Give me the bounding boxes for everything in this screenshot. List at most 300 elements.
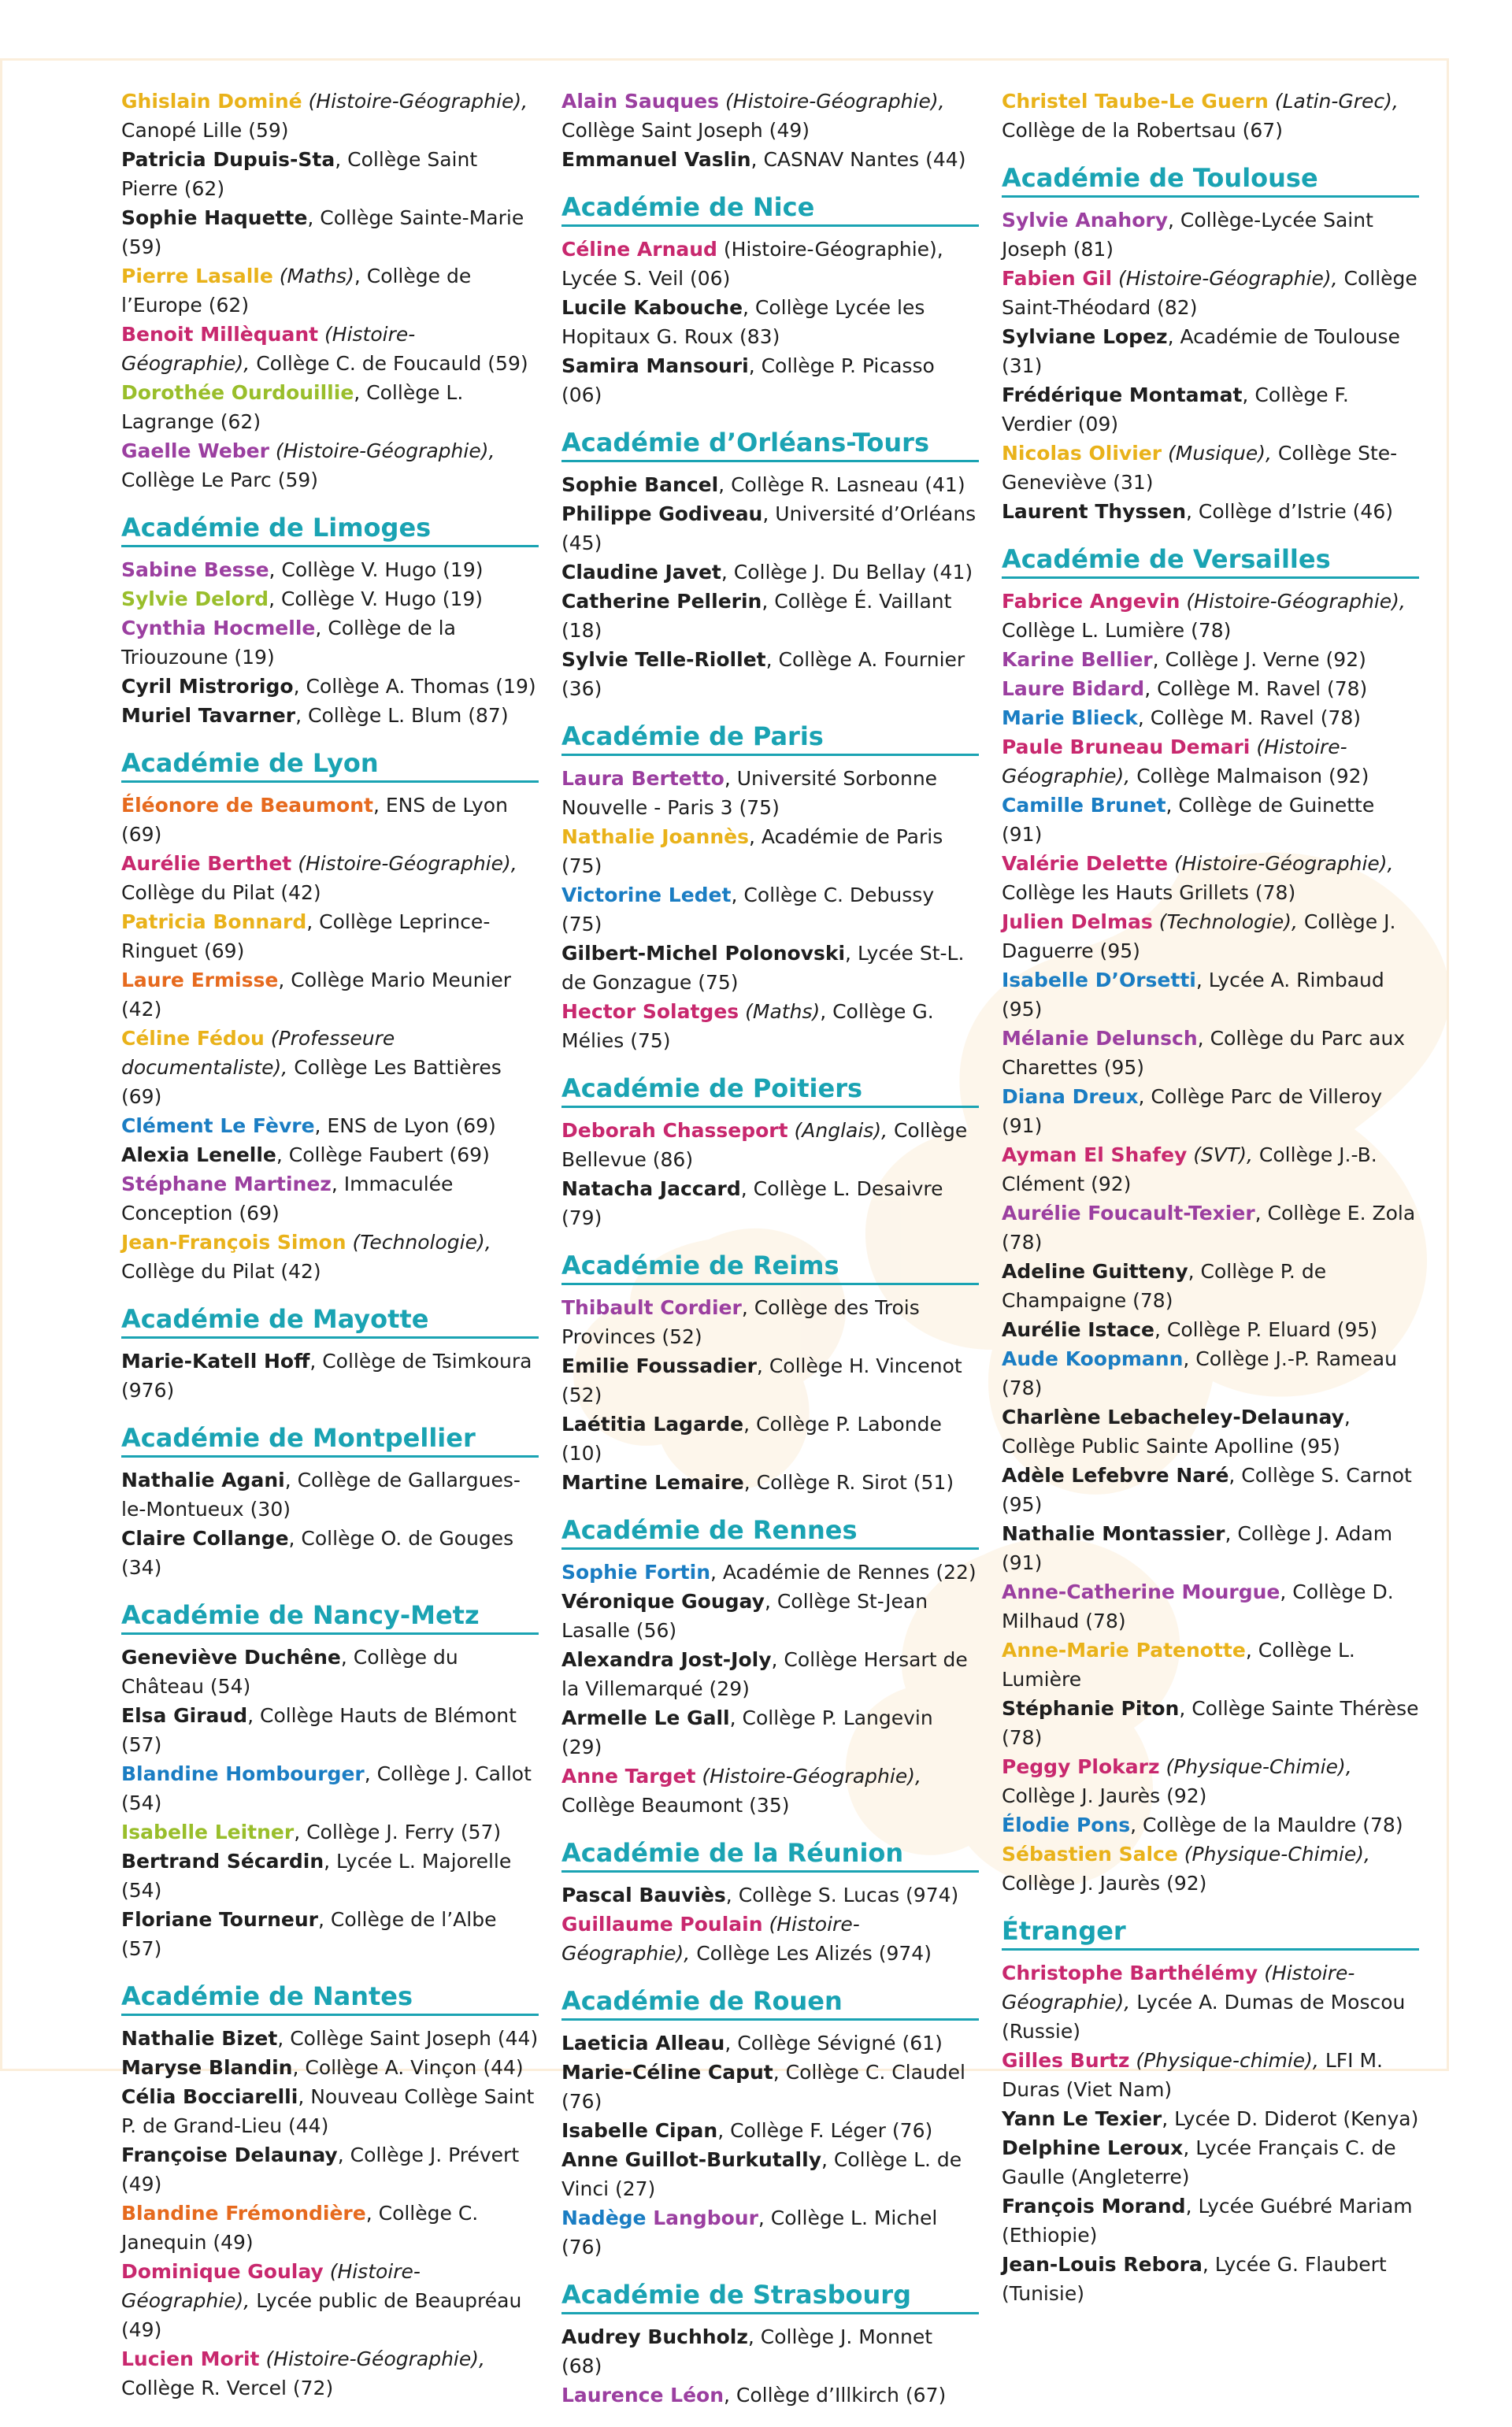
contributor-name: Sophie Bancel (561, 473, 719, 496)
contributor-entry (561, 764, 979, 822)
contributor-entry (1002, 965, 1419, 1024)
school-info: , Collège S. Lucas (974) (725, 1884, 959, 1906)
contributor-entry (1002, 1344, 1419, 1402)
school-info: , Collège L. Desaivre (79) (561, 1177, 943, 1229)
section (561, 1514, 979, 1820)
school-info: , Collège J. Monnet (68) (561, 2325, 933, 2377)
contributor-name: Gilbert-Michel Polonovski (561, 942, 846, 965)
contributor-name: Sophie Haquette (121, 206, 308, 229)
school-info: , Collège G. Mélies (75) (561, 1000, 934, 1052)
school-info: Collège Saint-Théodard (82) (1002, 267, 1418, 319)
contributor-entry (121, 584, 539, 613)
contributor-name: Samira Mansouri (561, 354, 749, 377)
contributor-name: Laura Bertetto (561, 767, 724, 790)
contributor-name: Charlène Lebacheley-Delaunay (1002, 1406, 1344, 1428)
school-info: Collège J.-B. Clément (92) (1002, 1143, 1377, 1195)
contributor-name: Aurélie Foucault-Texier (1002, 1202, 1255, 1225)
school-info: , ENS de Lyon (69) (121, 794, 508, 846)
contributor-name: Frédérique Montamat (1002, 384, 1243, 406)
contributor-name: Claudine Javet (561, 561, 721, 584)
contributor-entry (561, 2381, 979, 2410)
column-3 (1002, 87, 1419, 2325)
contributor-entry (1002, 1840, 1419, 1898)
academy-heading: Académie de Paris (561, 721, 979, 756)
contributor-name: Marie-Céline Caput (561, 2061, 773, 2084)
contributor-name: Lucien Morit (121, 2347, 260, 2370)
contributor-entry (121, 436, 539, 495)
subject-label: (Musique), (1168, 442, 1272, 465)
contributor-name: Christel Taube-Le Guern (1002, 90, 1269, 113)
contributor-entry (1002, 1461, 1419, 1519)
contributor-entry (121, 1465, 539, 1524)
contributor-entry (121, 965, 539, 1024)
school-info: LFI M. Duras (Viet Nam) (1002, 2049, 1383, 2101)
school-info: , Collège D. Milhaud (78) (1002, 1580, 1394, 1632)
school-info: Collège Beaumont (35) (561, 1794, 790, 1817)
contributor-entry (1002, 2250, 1419, 2308)
school-info: , Collège R. Sirot (51) (743, 1471, 954, 1494)
section (121, 747, 539, 1286)
contributor-name: Nathalie Agani (121, 1469, 285, 1491)
school-info: Collège C. de Foucauld (59) (250, 352, 528, 375)
contributor-name: Lucile Kabouche (561, 296, 743, 319)
section (561, 427, 979, 703)
school-info: , Collège L. Michel (76) (561, 2207, 938, 2258)
school-info: , Collège R. Lasneau (41) (718, 473, 965, 496)
academy-heading: Académie de Rouen (561, 1985, 979, 2021)
contributor-entry (121, 1111, 539, 1140)
school-info: , Collège de l’Europe (62) (121, 265, 472, 317)
subject-label: (Histoire-Géographie), (1186, 590, 1406, 613)
school-info: , Collège P. Eluard (95) (1154, 1318, 1378, 1341)
school-info: Collège J. Jaurès (92) (1002, 1872, 1207, 1895)
school-info: Collège L. Lumière (78) (1002, 619, 1232, 642)
school-info: Collège Bellevue (86) (561, 1119, 968, 1171)
contributor-entry (1002, 2104, 1419, 2133)
section (1002, 1915, 1419, 2308)
contributor-name: Pascal Bauviès (561, 1884, 726, 1906)
academy-heading: Académie de Lyon (121, 747, 539, 783)
school-info: , Collège-Lycée Saint Joseph (81) (1002, 209, 1373, 261)
contributor-entry (1002, 1958, 1419, 2046)
contributor-name: Sophie Fortin (561, 1561, 710, 1584)
school-info: , Collège J. Prévert (49) (121, 2144, 520, 2195)
contributor-name: Célia Bocciarelli (121, 2085, 298, 2108)
contributor-entry (561, 1116, 979, 1174)
contributor-entry (1002, 907, 1419, 965)
school-info: , Collège É. Vaillant (18) (561, 590, 952, 642)
academy-heading: Académie de Mayotte (121, 1303, 539, 1339)
contributor-name: Adèle Lefebvre Naré (1002, 1464, 1229, 1487)
contributor-entry (121, 1228, 539, 1286)
contributor-entry (121, 1817, 539, 1847)
school-info: , Collège E. Zola (78) (1002, 1202, 1416, 1254)
contributor-entry (121, 1140, 539, 1169)
contributor-entry (561, 1910, 979, 1968)
contributor-entry (1002, 322, 1419, 380)
section (121, 1599, 539, 1963)
subject-label: (Technologie), (1158, 910, 1298, 933)
school-info: , Lycée D. Diderot (Kenya) (1162, 2107, 1419, 2130)
contributor-name: Emilie Foussadier (561, 1354, 757, 1377)
academy-heading: Académie d’Orléans-Tours (561, 427, 979, 462)
contributor-entry (1002, 791, 1419, 849)
academy-heading: Académie de Poitiers (561, 1073, 979, 1108)
section (561, 1837, 979, 1968)
column-2 (561, 87, 979, 2427)
contributor-entry (121, 1524, 539, 1582)
contributor-name: Ghislain Dominé (121, 90, 302, 113)
contributor-entry (121, 1847, 539, 1905)
contributor-entry (121, 261, 539, 320)
school-info: , Collège M. Ravel (78) (1144, 677, 1368, 700)
school-info: , Lycée Français C. de Gaulle (Angleterre) (1002, 2136, 1396, 2188)
contributor-name: Nathalie Montassier (1002, 1522, 1225, 1545)
contributor-entry (121, 907, 539, 965)
contributor-name: Benoit Millèquant (121, 323, 319, 346)
section (121, 1422, 539, 1582)
section (1002, 87, 1419, 145)
contributor-name: Stéphanie Piton (1002, 1697, 1180, 1720)
academy-heading: Académie de Limoges (121, 512, 539, 547)
contributor-name: Marie Blieck (1002, 706, 1138, 729)
contributor-entry (1002, 439, 1419, 497)
school-info: , Collège Sainte-Marie (59) (121, 206, 524, 258)
academy-heading: Académie de la Réunion (561, 1837, 979, 1873)
contributor-entry (561, 145, 979, 174)
school-info: Lycée public de Beaupréau (49) (121, 2289, 522, 2341)
school-info: , CASNAV Nantes (44) (750, 148, 966, 171)
contributor-entry (121, 1905, 539, 1963)
school-info: Collège Ste-Geneviève (31) (1002, 442, 1398, 494)
contributor-entry (561, 1703, 979, 1762)
school-info: , Lycée Guébré Mariam (Ethiopie) (1002, 2195, 1413, 2247)
school-info: , Collège Leprince-Ringuet (69) (121, 910, 491, 962)
contributor-name: Gilles Burtz (1002, 2049, 1130, 2072)
contributor-entry (121, 2344, 539, 2403)
school-info: , Collège Hersart de la Villemarqué (29) (561, 1648, 968, 1700)
academy-heading: Académie de Nantes (121, 1981, 539, 2016)
contributor-entry (561, 2145, 979, 2203)
subject-label: (Histoire-Géographie), (121, 2260, 421, 2312)
contributor-name: Patricia Dupuis-Sta (121, 148, 335, 171)
contributor-name: Julien Delmas (1002, 910, 1153, 933)
school-info: , Collège L. Lagrange (62) (121, 381, 464, 433)
school-info: , Immaculée Conception (69) (121, 1173, 454, 1225)
contributor-entry (121, 320, 539, 378)
contributor-name: Nathalie Joannès (561, 825, 749, 848)
contributor-name: Muriel Tavarner (121, 704, 296, 727)
school-info: , Collège L. Blum (87) (295, 704, 509, 727)
section (1002, 543, 1419, 1898)
contributor-name: Sylvie Telle-Riollet (561, 648, 766, 671)
section (561, 2279, 979, 2410)
contributor-entry (561, 2203, 979, 2262)
contributor-entry (561, 1558, 979, 1587)
school-info: , Collège J.-P. Rameau (78) (1002, 1347, 1397, 1399)
contributor-name: Nadège (561, 2207, 647, 2229)
contributor-entry (1002, 849, 1419, 907)
contributor-name: Laurent Thyssen (1002, 500, 1186, 523)
school-info: , Lycée St-L. de Gonzague (75) (561, 942, 965, 994)
school-info: , Collège L. de Vinci (27) (561, 2148, 962, 2200)
contributor-name: Anne Guillot-Burkutally (561, 2148, 821, 2171)
contributor-entry (1002, 206, 1419, 264)
contributor-name: Blandine Frémondière (121, 2202, 366, 2225)
school-info: Collège du Pilat (42) (121, 1260, 321, 1283)
contributor-name: Sabine Besse (121, 558, 269, 581)
contributor-name: Claire Collange (121, 1527, 289, 1550)
school-info: , ENS de Lyon (69) (314, 1114, 496, 1137)
contributor-name: Martine Lemaire (561, 1471, 744, 1494)
contributor-name: Paule Bruneau Demari (1002, 736, 1251, 758)
contributor-entry (121, 203, 539, 261)
contributor-entry (121, 1024, 539, 1111)
school-info: , Collège St-Jean Lasalle (56) (561, 1590, 928, 1642)
school-info: , Collège J. Du Bellay (41) (721, 561, 973, 584)
school-info: (Histoire-Géographie), Lycée S. Veil (06) (561, 238, 943, 290)
subject-label: (Histoire-Géographie), (121, 323, 416, 375)
contributor-entry (1002, 1810, 1419, 1840)
school-info: Collège les Hauts Grillets (78) (1002, 881, 1296, 904)
contributor-entry (561, 1762, 979, 1820)
contributor-name: Cyril Mistrorigo (121, 675, 294, 698)
contributor-name: Diana Dreux (1002, 1085, 1139, 1108)
contributor-name: Véronique Gougay (561, 1590, 765, 1613)
contributor-name: Sébastien Salce (1002, 1843, 1178, 1866)
school-info: , Collège Parc de Villeroy (91) (1002, 1085, 1383, 1137)
subject-label: (Histoire-Géographie), (308, 90, 528, 113)
contributor-name: Jean-Louis Rebora (1002, 2253, 1203, 2276)
contributor-name: Isabelle Leitner (121, 1821, 295, 1843)
contributor-name: Emmanuel Vaslin (561, 148, 751, 171)
contributor-entry (121, 2257, 539, 2344)
contributor-entry (561, 2322, 979, 2381)
contributor-entry (561, 2029, 979, 2058)
contributor-name: Natacha Jaccard (561, 1177, 741, 1200)
section (121, 512, 539, 730)
school-info: , Collège de la Mauldre (78) (1130, 1814, 1403, 1836)
school-info: , Collège Lycée les Hopitaux G. Roux (83) (561, 296, 925, 348)
subject-label: (Anglais), (794, 1119, 888, 1142)
subject-label: (Histoire-Géographie), (702, 1765, 921, 1788)
contributor-name: Françoise Delaunay (121, 2144, 338, 2166)
subject-label: (Histoire-Géographie), (265, 2347, 485, 2370)
school-info: , Collège du Parc aux Charettes (95) (1002, 1027, 1406, 1079)
school-info: Collège Le Parc (59) (121, 469, 319, 491)
contributor-name: Mélanie Delunsch (1002, 1027, 1198, 1050)
contributor-name: Laure Bidard (1002, 677, 1145, 700)
subject-label: (Histoire-Géographie), (1173, 852, 1394, 875)
section (1002, 162, 1419, 526)
subject-label: (Histoire-Géographie), (1118, 267, 1338, 290)
school-info: , Collège F. Léger (76) (717, 2119, 933, 2142)
section (561, 191, 979, 409)
contributor-entry (561, 499, 979, 558)
contributor-entry (1002, 2192, 1419, 2250)
contributor-entry (121, 849, 539, 907)
contributor-name: Isabelle Cipan (561, 2119, 718, 2142)
contributor-name: Deborah Chasseport (561, 1119, 788, 1142)
school-info: , Collège C. Debussy (75) (561, 884, 935, 936)
school-info: Collège Saint Joseph (49) (561, 119, 810, 142)
contributor-entry (561, 293, 979, 351)
school-info: , Collège P. Langevin (29) (561, 1706, 933, 1758)
school-info: , Collège des Trois Provinces (52) (561, 1296, 920, 1348)
contributor-entry (1002, 264, 1419, 322)
subject-label: (Physique-Chimie), (1166, 1755, 1352, 1778)
contributor-entry (561, 2116, 979, 2145)
contributor-name-part: Langbour (646, 2207, 758, 2229)
contributor-entry (561, 1351, 979, 1410)
contributor-entry (121, 87, 539, 145)
contributor-name: Guillaume Poulain (561, 1913, 763, 1936)
subject-label: (Latin-Grec), (1274, 90, 1399, 113)
contributor-name: Laure Ermisse (121, 969, 279, 991)
contributor-entry (121, 145, 539, 203)
contributor-entry (561, 470, 979, 499)
school-info: , Collège du Château (54) (121, 1646, 458, 1698)
contributor-entry (121, 2082, 539, 2140)
contributor-entry (121, 555, 539, 584)
contributor-name: Stéphane Martinez (121, 1173, 332, 1195)
subject-label: (Physique-Chimie), (1184, 1843, 1370, 1866)
contributor-entry (1002, 1082, 1419, 1140)
school-info: Canopé Lille (59) (121, 119, 289, 142)
school-info: Lycée A. Dumas de Moscou (Russie) (1002, 1991, 1406, 2043)
contributor-entry (121, 2199, 539, 2257)
contributor-name: Alain Sauques (561, 90, 720, 113)
contributor-name: Céline Arnaud (561, 238, 717, 261)
contributor-name: Nicolas Olivier (1002, 442, 1162, 465)
subject-label: (Maths) (279, 265, 354, 287)
contributor-entry (121, 2140, 539, 2199)
contributor-entry (561, 558, 979, 587)
contributor-entry (121, 2024, 539, 2053)
contributor-name: Patricia Bonnard (121, 910, 307, 933)
contributor-entry (561, 880, 979, 939)
contributor-name: Isabelle D’Orsetti (1002, 969, 1196, 991)
school-info: , Collège L. Lumière (1002, 1639, 1355, 1691)
school-info: , Collège S. Carnot (95) (1002, 1464, 1412, 1516)
contributor-entry (561, 1174, 979, 1232)
subject-label: (SVT), (1193, 1143, 1253, 1166)
school-info: Collège R. Vercel (72) (121, 2377, 334, 2399)
school-info: , Collège Sainte Thérèse (78) (1002, 1697, 1419, 1749)
contributor-name: François Morand (1002, 2195, 1186, 2218)
contributor-name: Maryse Blandin (121, 2056, 293, 2079)
contributor-entry (1002, 1315, 1419, 1344)
academy-heading: Académie de Rennes (561, 1514, 979, 1550)
contributor-name: Pierre Lasalle (121, 265, 273, 287)
contributor-entry (121, 1643, 539, 1701)
contributor-name: Floriane Tourneur (121, 1908, 318, 1931)
contributor-entry (121, 378, 539, 436)
subject-label: (Maths) (745, 1000, 821, 1023)
contributor-name: Victorine Ledet (561, 884, 732, 906)
school-info: , Collège J. Callot (54) (121, 1762, 532, 1814)
school-info: , Nouveau Collège Saint P. de Grand-Lieu (44) (121, 2085, 535, 2137)
contributor-name: Yann Le Texier (1002, 2107, 1162, 2130)
school-info: , Collège d’Illkirch (67) (724, 2384, 947, 2407)
contributor-entry (561, 1587, 979, 1645)
contributor-name: Sylvie Anahory (1002, 209, 1169, 232)
school-info: , Collège Sévigné (61) (724, 2032, 943, 2055)
section (561, 1250, 979, 1497)
school-info: Collège J. Daguerre (95) (1002, 910, 1396, 962)
contributor-name: Aude Koopmann (1002, 1347, 1184, 1370)
school-info: Collège Les Alizés (974) (690, 1942, 932, 1965)
academy-heading: Académie de Strasbourg (561, 2279, 979, 2314)
academy-heading: Académie de Montpellier (121, 1422, 539, 1458)
contributor-entry (561, 1410, 979, 1468)
school-info: Collège Malmaison (92) (1130, 765, 1369, 787)
contributor-name: Gaelle Weber (121, 439, 269, 462)
contributor-entry (1002, 1199, 1419, 1257)
contributor-entry (1002, 703, 1419, 732)
section (121, 87, 539, 495)
subject-label: (Histoire-Géographie), (561, 1913, 860, 1965)
contributor-entry (1002, 587, 1419, 645)
contributor-entry (121, 672, 539, 701)
subject-label: (Histoire-Géographie), (725, 90, 945, 113)
school-info: Collège Les Battières (69) (121, 1056, 502, 1108)
contributor-name: Alexia Lenelle (121, 1143, 276, 1166)
contributor-name: Laurence Léon (561, 2384, 724, 2407)
contributor-name: Sylviane Lopez (1002, 325, 1168, 348)
school-info: , Collège de l’Albe (57) (121, 1908, 497, 1960)
contributor-entry (1002, 497, 1419, 526)
subject-label: (Histoire-Géographie), (275, 439, 495, 462)
contributor-name: Sylvie Delord (121, 587, 269, 610)
contributor-name: Fabrice Angevin (1002, 590, 1180, 613)
school-info: , Lycée G. Flaubert (Tunisie) (1002, 2253, 1387, 2305)
subject-label: (Physique-chimie), (1136, 2049, 1319, 2072)
contributor-name: Éléonore de Beaumont (121, 794, 373, 817)
contributor-entry (1002, 1257, 1419, 1315)
school-info: , Collège A. Vinçon (44) (292, 2056, 524, 2079)
contributor-name: Marie-Katell Hoff (121, 1350, 310, 1373)
contributor-entry (121, 791, 539, 849)
contributor-entry (1002, 645, 1419, 674)
school-info: , Collège V. Hugo (19) (269, 558, 484, 581)
contributor-name: Blandine Hombourger (121, 1762, 365, 1785)
contributor-name: Geneviève Duchêne (121, 1646, 341, 1669)
contributor-entry (1002, 87, 1419, 145)
school-info: , Académie de Paris (75) (561, 825, 943, 877)
contributor-entry (1002, 1519, 1419, 1577)
contributor-entry (1002, 1140, 1419, 1199)
contributor-entry (1002, 1752, 1419, 1810)
section (121, 1981, 539, 2403)
contributor-entry (561, 645, 979, 703)
contributor-entry (1002, 380, 1419, 439)
contributor-name: Alexandra Jost-Joly (561, 1648, 772, 1671)
school-info: , Académie de Rennes (22) (710, 1561, 976, 1584)
school-info: , Lycée A. Rimbaud (95) (1002, 969, 1384, 1021)
contributor-name: Hector Solatges (561, 1000, 739, 1023)
contributor-entry (561, 939, 979, 997)
contributor-entry (561, 587, 979, 645)
school-info: Collège J. Jaurès (92) (1002, 1784, 1207, 1807)
section (121, 1303, 539, 1405)
school-info: , Collège P. Picasso (06) (561, 354, 935, 406)
contributor-entry (1002, 1577, 1419, 1636)
contributor-entry (561, 997, 979, 1055)
school-info: , Collège P. Labonde (10) (561, 1413, 942, 1465)
contributor-name: Laeticia Alleau (561, 2032, 725, 2055)
contributor-name: Armelle Le Gall (561, 1706, 730, 1729)
